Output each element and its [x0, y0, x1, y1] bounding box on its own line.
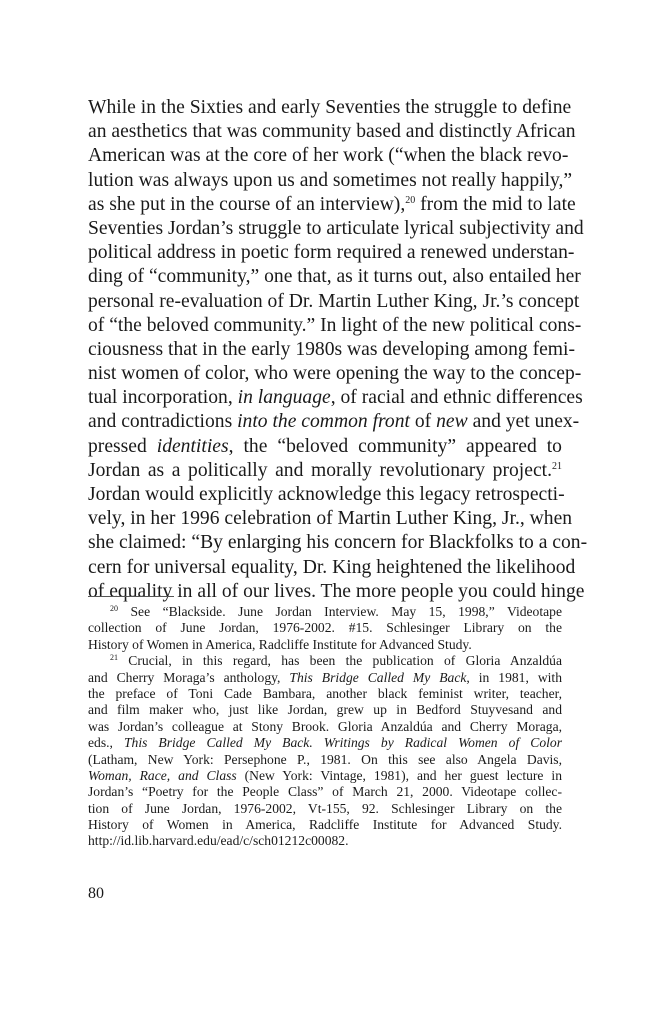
text-run: , in 1981, with	[466, 669, 562, 685]
text-run: tual incorporation,	[88, 387, 238, 409]
text-run: While in the Sixties and early Seventies the struggle to define	[88, 97, 572, 118]
body-line	[88, 556, 576, 580]
footnote-ref: 21	[552, 460, 562, 472]
footnote-line	[88, 637, 562, 653]
italic-text: in language	[237, 387, 331, 409]
text-run: American was at the core of her work (“when the black revo-	[88, 145, 569, 167]
footnote-line	[88, 620, 562, 636]
text-run: , the “beloved community” appeared to	[228, 435, 562, 457]
body-line	[88, 410, 580, 434]
text-run: political address in poetic form required a renewed understan-	[88, 242, 575, 264]
text-run: nist women of color, who were opening the way to the concep-	[88, 363, 582, 385]
text-run: and contradictions	[88, 411, 238, 433]
italic-text: Woman, Race, and Class	[88, 767, 237, 783]
text-run: History of Women in America, Radcliffe Institute for Advanced Study.	[88, 817, 562, 833]
text-run: Jordan’s “Poetry for the People Class” of March 21, 2000. Videotape collec-	[88, 784, 562, 800]
footnote-line	[88, 833, 562, 849]
footnote-line	[88, 604, 562, 620]
body-line	[88, 580, 585, 604]
text-run: Jordan would explicitly acknowledge this legacy retrospecti-	[88, 484, 565, 505]
body-line	[88, 169, 573, 193]
italic-text: into the common front	[237, 411, 410, 433]
text-run: http://id.lib.harvard.edu/ead/c/sch01212c00082.	[88, 833, 349, 849]
footnote-line	[88, 686, 562, 702]
footnote-line	[88, 784, 562, 800]
text-run: an aesthetics that was community based and distinctly African	[88, 121, 576, 143]
body-line	[88, 193, 576, 217]
footnotes-block	[88, 604, 562, 850]
text-run: and Cherry Moraga’s anthology,	[88, 669, 290, 685]
italic-text: identities	[156, 435, 229, 457]
page-number: 80	[88, 885, 104, 902]
footnote-line	[88, 653, 562, 669]
text-run: (Latham, New York: Persephone P., 1981. On this see also Angela Davis,	[88, 751, 562, 767]
footnote-ref: 20	[110, 604, 118, 613]
body-line	[88, 314, 582, 338]
text-run: cern for universal equality, Dr. King heightened the likelihood	[88, 556, 576, 578]
italic-text: This Bridge Called My Back	[289, 669, 467, 685]
text-run: lution was always upon us and sometimes not really happily,”	[88, 169, 573, 191]
footnote-line	[88, 719, 562, 735]
footnote-line	[88, 801, 562, 817]
text-run: ciousness that in the early 1980s was developing among femi-	[88, 338, 576, 360]
footnote-line	[88, 752, 562, 768]
footnote-line	[88, 735, 562, 751]
text-run: and film maker who, just like Jordan, grew up in Bedford Stuyvesand and	[88, 702, 562, 718]
text-run: Crucial, in this regard, has been the publication of Gloria Anzaldúa	[118, 653, 562, 669]
footnote-line	[88, 702, 562, 718]
body-line	[88, 144, 569, 168]
text-run: See “Blackside. June Jordan Interview. May 15, 1998,” Videotape	[118, 604, 562, 619]
text-run: , of racial and ethnic differences	[330, 387, 583, 409]
body-line	[88, 483, 565, 507]
text-run: History of Women in America, Radcliffe Institute for Advanced Study.	[88, 636, 472, 652]
body-line	[88, 290, 580, 314]
footnote-ref: 20	[405, 194, 416, 206]
text-run: of equality in all of our lives. The more people you could hinge	[88, 580, 585, 602]
text-run: was Jordan’s colleague at Stony Brook. Gloria Anzaldúa and Cherry Moraga,	[88, 718, 562, 734]
text-run: Jordan as a politically and morally revolutionary project.	[88, 459, 552, 481]
footnote-line	[88, 670, 562, 686]
text-run: the preface of Toni Cade Bambara, another black feminist writer, teacher,	[88, 685, 562, 701]
text-run: of “the beloved community.” In light of the new political cons-	[88, 314, 582, 336]
body-line	[88, 531, 588, 555]
text-run: personal re-evaluation of Dr. Martin Luther King, Jr.’s concept	[88, 290, 580, 312]
text-run: and yet unex-	[467, 411, 580, 433]
footnote-separator	[88, 596, 174, 597]
body-paragraph	[88, 96, 588, 604]
text-run: ding of “community,” one that, as it turns out, also entailed her	[88, 266, 581, 288]
text-run: tion of June Jordan, 1976-2002, Vt-155, 92. Schlesinger Library on the	[88, 800, 562, 816]
body-line	[88, 507, 573, 531]
text-run: of	[409, 411, 437, 433]
text-run: from the mid to late	[415, 193, 576, 215]
text-run: as she put in the course of an interview),	[88, 193, 406, 215]
body-line	[88, 265, 581, 289]
body-line	[88, 241, 575, 265]
body-line	[88, 96, 572, 120]
body-line	[88, 120, 576, 144]
footnote-line	[88, 817, 562, 833]
footnote-ref: 21	[110, 653, 118, 663]
italic-text: new	[436, 411, 468, 433]
text-run: vely, in her 1996 celebration of Martin Luther King, Jr., when	[88, 508, 573, 530]
italic-text: This Bridge Called My Back. Writings by Radical Women of Color	[123, 735, 562, 751]
body-line	[88, 362, 582, 386]
text-run: Seventies Jordan’s struggle to articulate lyrical subjectivity and	[88, 217, 584, 239]
text-run: pressed	[88, 435, 157, 457]
text-run: collection of June Jordan, 1976-2002. #15. Schlesinger Library on the	[88, 620, 562, 636]
body-line	[88, 386, 583, 410]
text-run: eds.,	[88, 735, 124, 751]
text-run: (New York: Vintage, 1981), and her guest lecture in	[236, 767, 562, 783]
body-line	[88, 338, 576, 362]
body-line	[88, 217, 584, 241]
footnote-line	[88, 768, 562, 784]
text-run: she claimed: “By enlarging his concern for Blackfolks to a con-	[88, 532, 588, 554]
body-line	[88, 435, 562, 459]
main-text-block	[88, 96, 588, 604]
body-line	[88, 459, 562, 483]
